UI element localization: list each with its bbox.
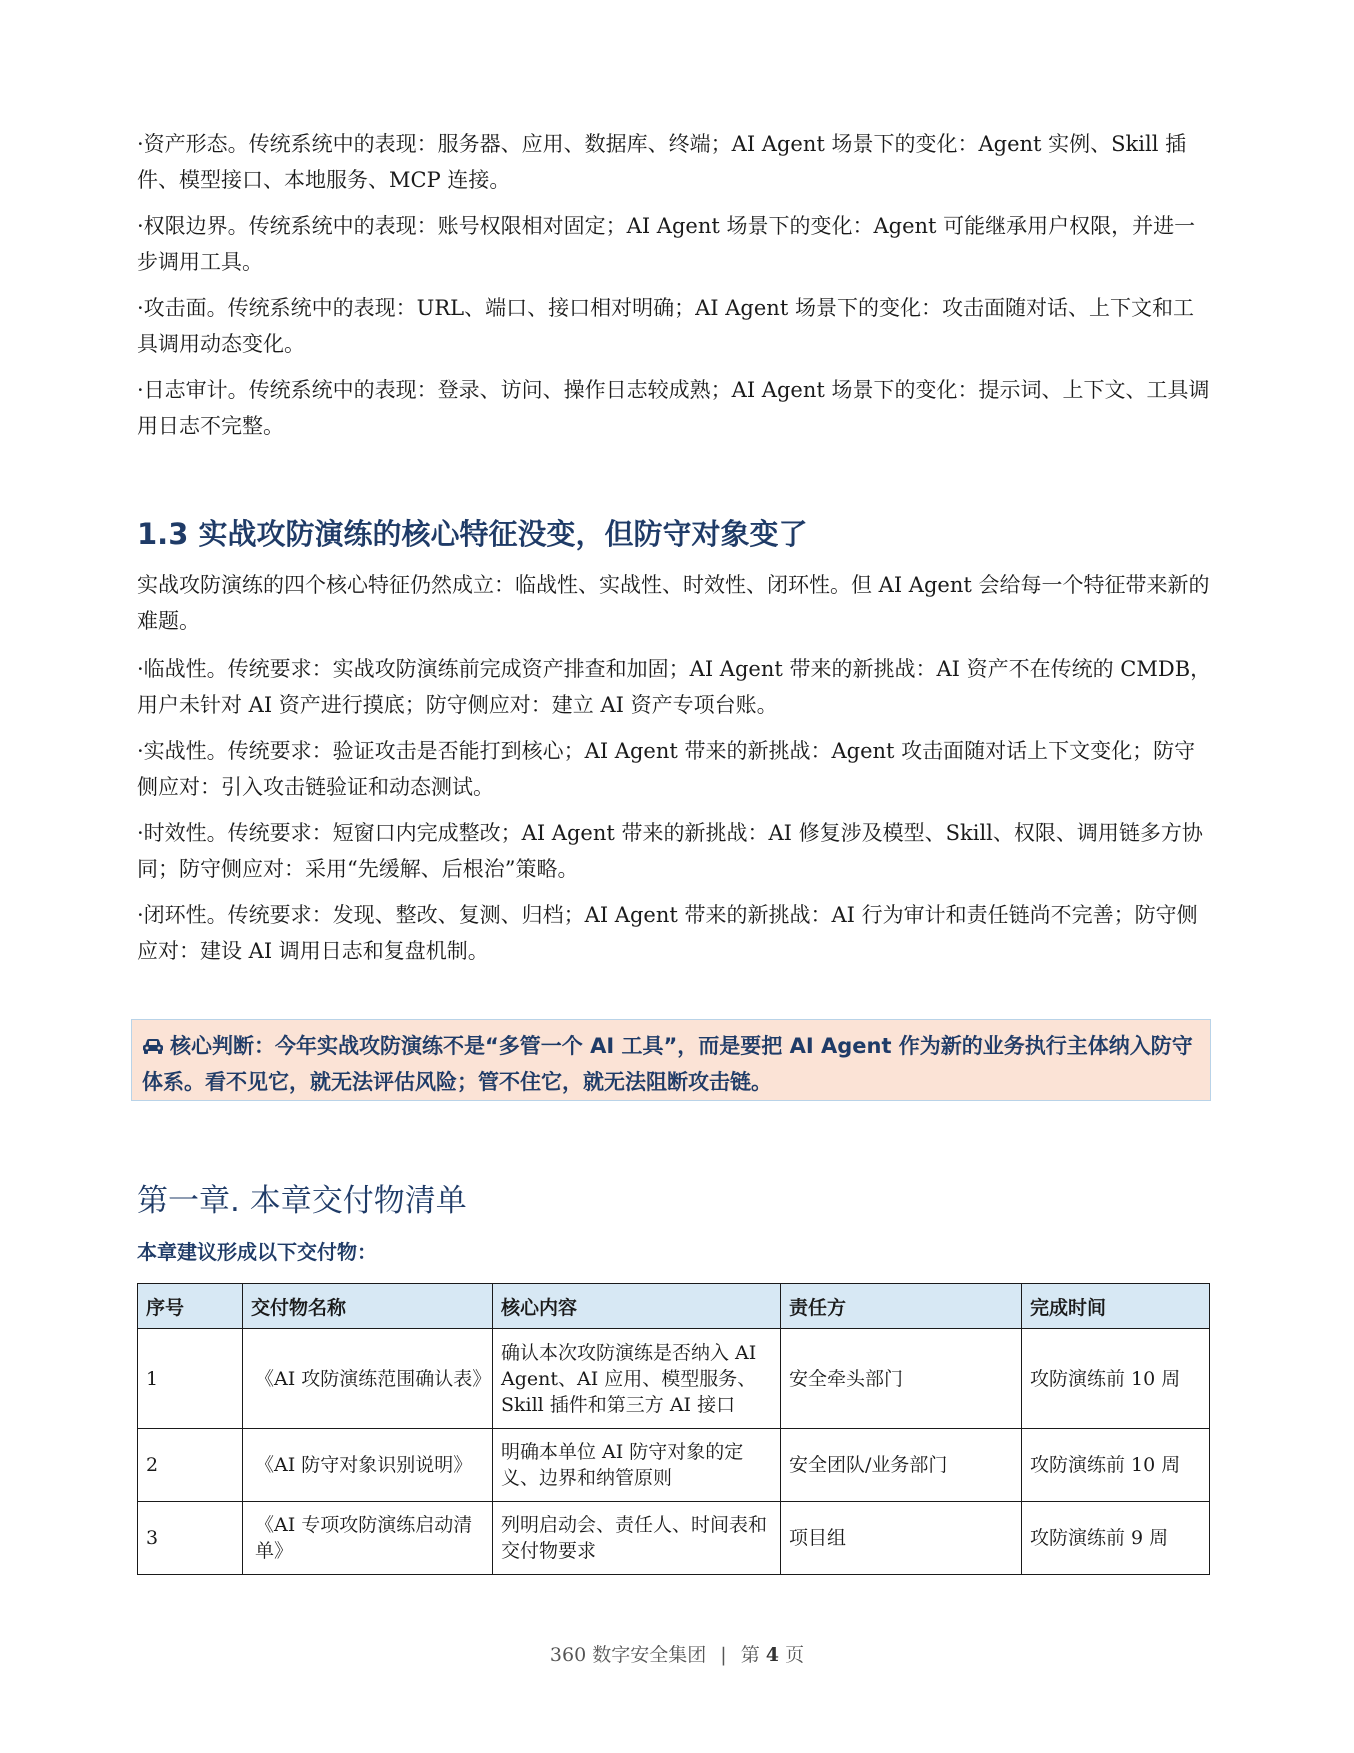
cell-seq: 1 <box>138 1329 243 1429</box>
cell-owner: 安全牵头部门 <box>781 1329 1022 1429</box>
cell-deliverable: 《AI 攻防演练范围确认表》 <box>243 1329 493 1429</box>
chapter-subheading: 本章建议形成以下交付物： <box>137 1240 377 1264</box>
section-intro: 实战攻防演练的四个核心特征仍然成立：临战性、实战性、时效性、闭环性。但 AI Agent 会给每一个特征带来新的难题。 <box>137 573 1210 633</box>
table-row <box>138 1429 1210 1502</box>
bullet-attack-surface: ·攻击面。传统系统中的表现：URL、端口、接口相对明确；AI Agent 场景下的变化：攻击面随对话、上下文和工具调用动态变化。 <box>137 296 1194 356</box>
callout-body <box>142 1028 1200 1100</box>
chapter-heading: 第一章. 本章交付物清单 <box>137 1183 467 1219</box>
footer-page-suffix: 页 <box>785 1644 805 1666</box>
cell-deadline: 攻防演练前 9 周 <box>1022 1502 1210 1575</box>
table-header-row <box>138 1284 1210 1329</box>
table-row <box>138 1329 1210 1429</box>
page-footer <box>0 1640 1354 1667</box>
main-content <box>137 126 1213 979</box>
header-owner: 责任方 <box>781 1284 1022 1329</box>
header-deadline: 完成时间 <box>1022 1284 1210 1329</box>
cell-deadline: 攻防演练前 10 周 <box>1022 1329 1210 1429</box>
cell-seq: 3 <box>138 1502 243 1575</box>
cell-owner: 项目组 <box>781 1502 1022 1575</box>
callout-text: 核心判断：今年实战攻防演练不是“多管一个 AI 工具”，而是要把 AI Agent 作为新的业务执行主体纳入防守体系。看不见它，就无法评估风险；管不住它，就无法阻断攻击链。 <box>142 1034 1193 1094</box>
core-judgment-callout <box>131 1019 1211 1101</box>
cell-deliverable: 《AI 防守对象识别说明》 <box>243 1429 493 1502</box>
bullet-permission-boundary: ·权限边界。传统系统中的表现：账号权限相对固定；AI Agent 场景下的变化：Agent 可能继承用户权限，并进一步调用工具。 <box>137 214 1196 274</box>
bullet-timeliness: ·时效性。传统要求：短窗口内完成整改；AI Agent 带来的新挑战：AI 修复涉及模型、Skill、权限、调用链多方协同；防守侧应对：采用“先缓解、后根治”策略。 <box>137 821 1203 881</box>
cell-owner: 安全团队/业务部门 <box>781 1429 1022 1502</box>
bullet-asset-form: ·资产形态。传统系统中的表现：服务器、应用、数据库、终端；AI Agent 场景下的变化：Agent 实例、Skill 插件、模型接口、本地服务、MCP 连接。 <box>137 132 1187 192</box>
car-icon <box>142 1030 164 1048</box>
footer-page-number: 4 <box>765 1644 780 1666</box>
bullet-realism: ·实战性。传统要求：验证攻击是否能打到核心；AI Agent 带来的新挑战：Agent 攻击面随对话上下文变化；防守侧应对：引入攻击链验证和动态测试。 <box>137 739 1196 799</box>
table-row <box>138 1502 1210 1575</box>
bullet-closed-loop: ·闭环性。传统要求：发现、整改、复测、归档；AI Agent 带来的新挑战：AI 行为审计和责任链尚不完善；防守侧应对：建设 AI 调用日志和复盘机制。 <box>137 903 1198 963</box>
bullet-readiness: ·临战性。传统要求：实战攻防演练前完成资产排查和加固；AI Agent 带来的新挑战：AI 资产不在传统的 CMDB，用户未针对 AI 资产进行摸底；防守侧应对：建立 AI 资产专项台账。 <box>137 657 1212 717</box>
cell-deadline: 攻防演练前 10 周 <box>1022 1429 1210 1502</box>
cell-content: 明确本单位 AI 防守对象的定义、边界和纳管原则 <box>493 1429 781 1502</box>
cell-content: 列明启动会、责任人、时间表和交付物要求 <box>493 1502 781 1575</box>
bullet-log-audit: ·日志审计。传统系统中的表现：登录、访问、操作日志较成熟；AI Agent 场景下的变化：提示词、上下文、工具调用日志不完整。 <box>137 378 1210 438</box>
cell-seq: 2 <box>138 1429 243 1502</box>
header-content: 核心内容 <box>493 1284 781 1329</box>
footer-org: 360 数字安全集团 <box>549 1644 707 1666</box>
cell-content: 确认本次攻防演练是否纳入 AI Agent、AI 应用、模型服务、Skill 插件和第三方 AI 接口 <box>493 1329 781 1429</box>
deliverables-table <box>137 1283 1210 1575</box>
header-seq: 序号 <box>138 1284 243 1329</box>
cell-deliverable: 《AI 专项攻防演练启动清单》 <box>243 1502 493 1575</box>
header-deliverable: 交付物名称 <box>243 1284 493 1329</box>
footer-separator: | <box>720 1644 727 1666</box>
section-heading-1-3: 1.3 实战攻防演练的核心特征没变，但防守对象变了 <box>137 517 808 551</box>
footer-page-prefix: 第 <box>740 1644 760 1666</box>
